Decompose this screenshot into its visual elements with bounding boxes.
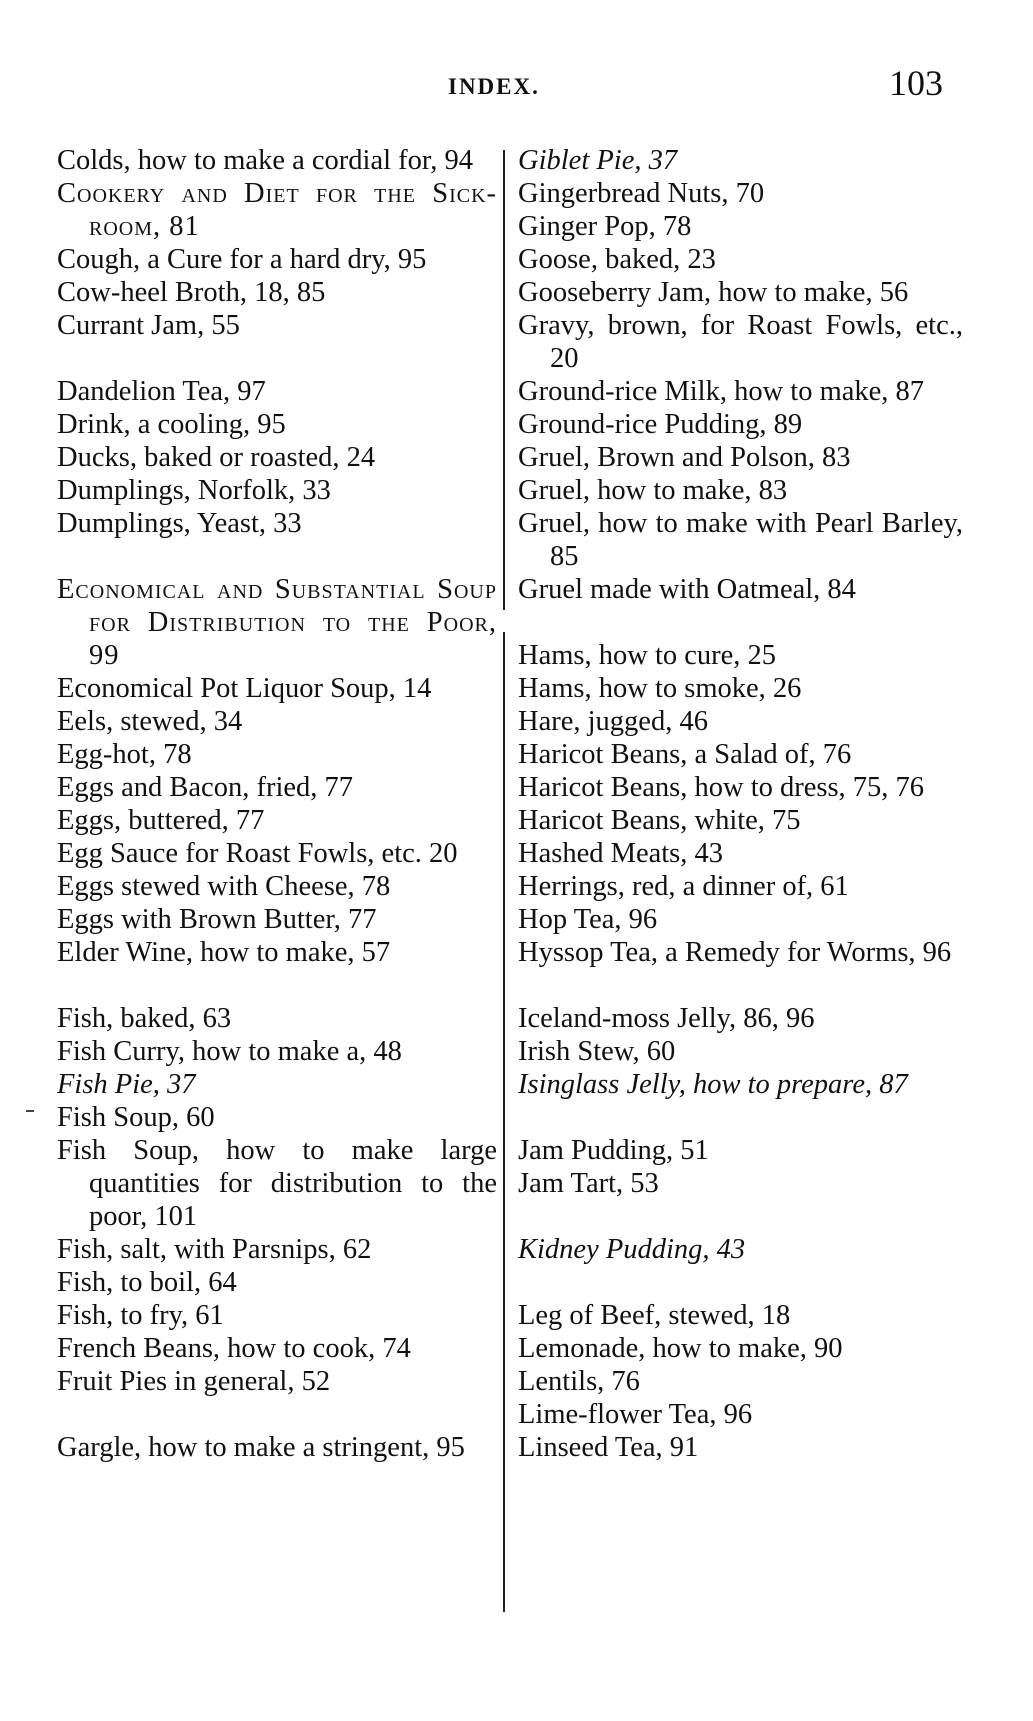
index-entry: Jam Tart, 53 <box>518 1168 659 1199</box>
index-entry: Hyssop Tea, a Remedy for Worms, 96 <box>518 937 952 968</box>
index-column-right <box>518 144 963 1464</box>
page-number: 103 <box>889 63 943 103</box>
index-entry: French Beans, how to cook, 74 <box>57 1333 411 1364</box>
running-head: INDEX. <box>448 74 540 99</box>
index-entry: Gooseberry Jam, how to make, 56 <box>518 277 909 308</box>
index-entry: Dumplings, Yeast, 33 <box>57 508 302 539</box>
index-entry: Linseed Tea, 91 <box>518 1432 699 1463</box>
index-entry: Leg of Beef, stewed, 18 <box>518 1300 791 1331</box>
index-entry: Fish, to boil, 64 <box>57 1267 237 1298</box>
index-entry: Herrings, red, a dinner of, 61 <box>518 871 849 902</box>
section-gap <box>518 1200 963 1233</box>
index-entry: Ground-rice Pudding, 89 <box>518 409 803 440</box>
section-gap <box>518 969 963 1002</box>
column-rule-lower <box>503 632 505 1612</box>
index-entry: Irish Stew, 60 <box>518 1036 676 1067</box>
index-entry: Egg-hot, 78 <box>57 739 192 770</box>
index-entry: Kidney Pudding, 43 <box>518 1234 746 1265</box>
index-entry: Gruel, how to make with Pearl Barley, 85 <box>518 508 963 572</box>
section-gap <box>518 1101 963 1134</box>
index-entry: Haricot Beans, white, 75 <box>518 805 801 836</box>
index-entry: Lentils, 76 <box>518 1366 640 1397</box>
index-entry: Gingerbread Nuts, 70 <box>518 178 765 209</box>
index-entry: Fruit Pies in general, 52 <box>57 1366 331 1397</box>
column-rule-upper <box>503 150 505 610</box>
index-entry: Eggs stewed with Cheese, 78 <box>57 871 391 902</box>
index-entry: Drink, a cooling, 95 <box>57 409 286 440</box>
index-entry: Hop Tea, 96 <box>518 904 658 935</box>
section-gap <box>57 540 497 573</box>
index-entry: Cough, a Cure for a hard dry, 95 <box>57 244 427 275</box>
index-entry: Dandelion Tea, 97 <box>57 376 266 407</box>
index-entry: Economical and Substantial Soup for Distribution to the Poor, 99 <box>57 574 497 671</box>
index-entry: Fish Soup, 60 <box>57 1102 215 1133</box>
index-entry: Goose, baked, 23 <box>518 244 716 275</box>
index-entry: Fish, salt, with Parsnips, 62 <box>57 1234 372 1265</box>
index-entry: Fish Pie, 37 <box>57 1069 196 1100</box>
index-entry: Eels, stewed, 34 <box>57 706 243 737</box>
index-entry: Eggs and Bacon, fried, 77 <box>57 772 354 803</box>
index-entry: Cookery and Diet for the Sick-room, 81 <box>57 178 497 242</box>
index-entry: Hare, jugged, 46 <box>518 706 708 737</box>
index-entry: Ginger Pop, 78 <box>518 211 692 242</box>
index-entry: Haricot Beans, how to dress, 75, 76 <box>518 772 925 803</box>
section-gap <box>57 1398 497 1431</box>
index-entry: Fish Soup, how to make large quantities for distribution to the poor, 101 <box>57 1135 497 1232</box>
index-entry: Hashed Meats, 43 <box>518 838 723 869</box>
page-header <box>0 62 1033 112</box>
index-entry: Fish, baked, 63 <box>57 1003 232 1034</box>
index-entry: Lemonade, how to make, 90 <box>518 1333 843 1364</box>
section-gap <box>57 969 497 1002</box>
index-entry: Gargle, how to make a stringent, 95 <box>57 1432 465 1463</box>
index-entry: Gruel made with Oatmeal, 84 <box>518 574 856 605</box>
index-entry: Haricot Beans, a Salad of, 76 <box>518 739 852 770</box>
index-entry: Fish, to fry, 61 <box>57 1300 224 1331</box>
index-entry: Colds, how to make a cordial for, 94 <box>57 145 473 176</box>
index-entry: Hams, how to smoke, 26 <box>518 673 802 704</box>
index-entry: Fish Curry, how to make a, 48 <box>57 1036 402 1067</box>
index-entry: Gravy, brown, for Roast Fowls, etc., 20 <box>518 310 963 374</box>
index-column-left <box>57 144 497 1464</box>
index-entry: Iceland-moss Jelly, 86, 96 <box>518 1003 815 1034</box>
index-entry: Gruel, how to make, 83 <box>518 475 788 506</box>
section-gap <box>518 1266 963 1299</box>
index-entry: Eggs with Brown Butter, 77 <box>57 904 377 935</box>
index-entry: Lime-flower Tea, 96 <box>518 1399 753 1430</box>
section-gap <box>518 606 963 639</box>
index-entry: Eggs, buttered, 77 <box>57 805 265 836</box>
index-entry: Isinglass Jelly, how to prepare, 87 <box>518 1069 908 1100</box>
index-entry: Economical Pot Liquor Soup, 14 <box>57 673 432 704</box>
index-entry: Egg Sauce for Roast Fowls, etc. 20 <box>57 838 458 869</box>
index-entry: Hams, how to cure, 25 <box>518 640 777 671</box>
index-entry: Dumplings, Norfolk, 33 <box>57 475 331 506</box>
section-gap <box>57 342 497 375</box>
index-entry: Giblet Pie, 37 <box>518 145 678 176</box>
index-entry: Currant Jam, 55 <box>57 310 240 341</box>
index-entry: Ducks, baked or roasted, 24 <box>57 442 376 473</box>
index-entry: Ground-rice Milk, how to make, 87 <box>518 376 925 407</box>
index-entry: Elder Wine, how to make, 57 <box>57 937 391 968</box>
margin-mark <box>26 1110 34 1112</box>
index-entry: Cow-heel Broth, 18, 85 <box>57 277 326 308</box>
index-entry: Jam Pudding, 51 <box>518 1135 709 1166</box>
index-entry: Gruel, Brown and Polson, 83 <box>518 442 851 473</box>
